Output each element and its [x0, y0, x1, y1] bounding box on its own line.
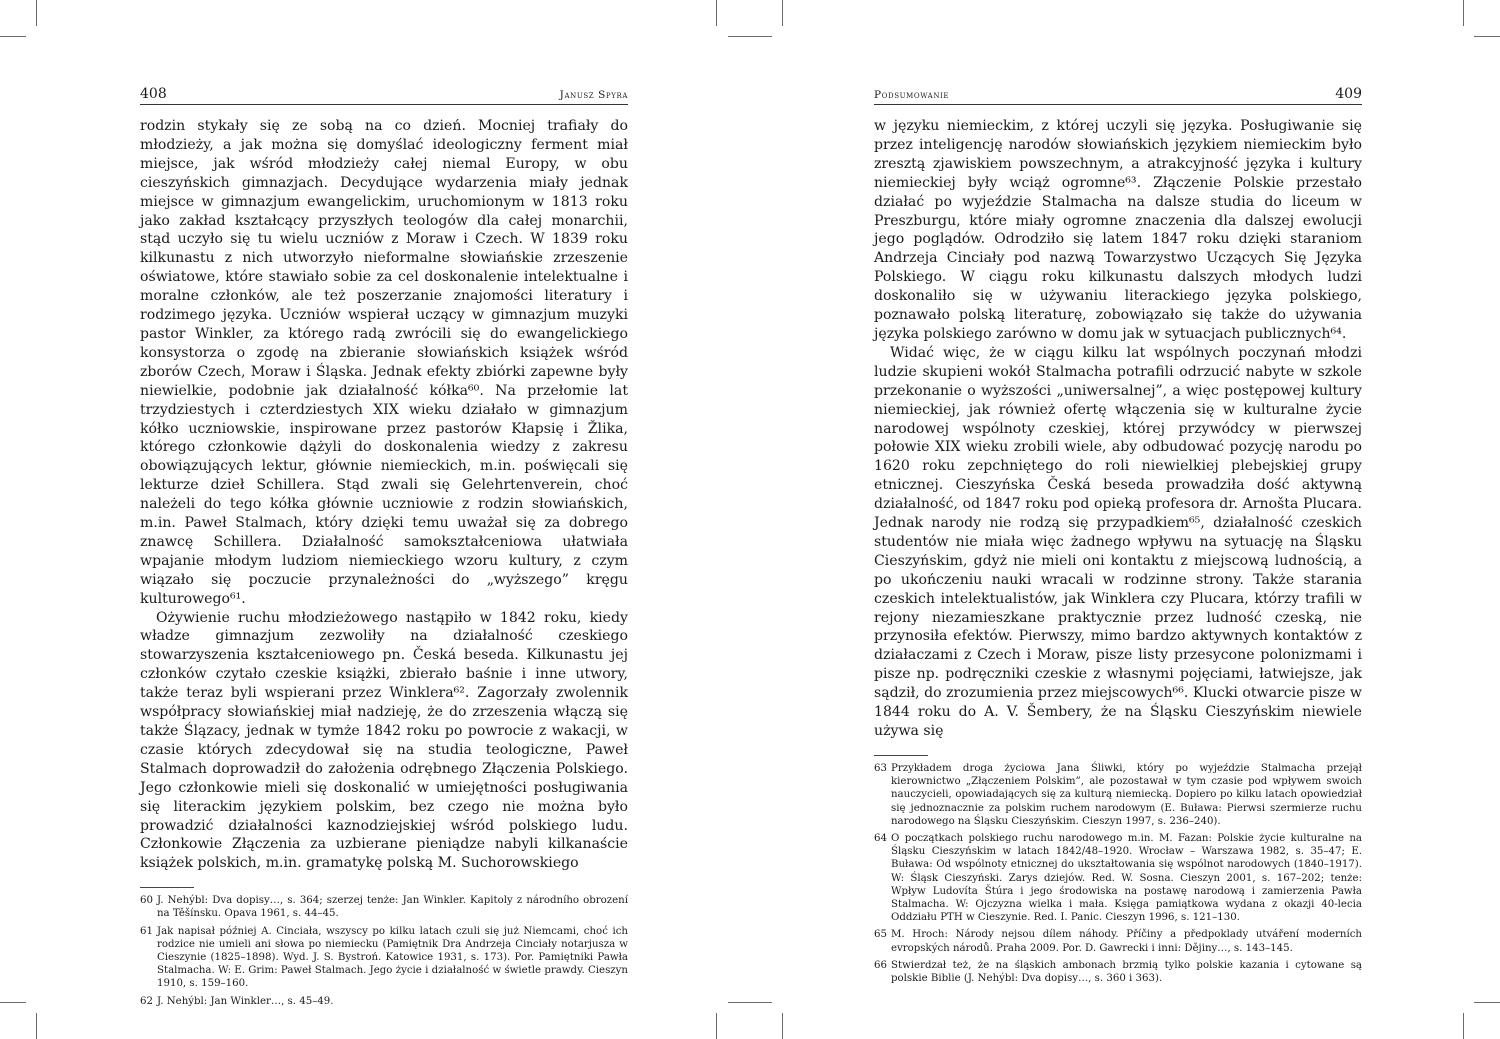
crop-mark: [728, 36, 772, 37]
crop-mark: [1474, 1002, 1500, 1003]
footnote-text: J. Nehýbl: Jan Winkler…, s. 45–49.: [157, 995, 334, 1007]
crop-mark: [716, 1013, 717, 1039]
footnote-rule: [874, 755, 928, 756]
footnote: [140, 995, 628, 1008]
footnote: [874, 959, 1362, 985]
footnote: [140, 925, 628, 991]
footnote-rule: [140, 887, 194, 888]
crop-mark: [1463, 1013, 1464, 1039]
footnote-number: 62: [140, 995, 153, 1007]
footnote-number: 65: [874, 929, 887, 941]
crop-mark: [782, 0, 783, 26]
page-number: 409: [1335, 86, 1362, 102]
footnotes: [874, 762, 1362, 985]
crop-mark: [716, 0, 717, 26]
footnote-text: M. Hroch: Národy nejsou dílem náhody. Příčiny a předpoklady utváření moderních evropských národů. Praha 2009. Por. D. Gawrecki i inni: Dějiny…, s. 143–145.: [891, 929, 1362, 954]
running-head: Janusz Spyra: [559, 89, 628, 101]
crop-mark: [782, 1013, 783, 1039]
paragraph: Widać więc, że w ciągu kilku lat wspólnych poczynań młodzi ludzie skupieni wokół Stalmacha potrafili odrzucić nabyte w szkole przekonanie o wyższości „uniwersalnej”, a więc postępowej kultury niemieckiej, jak również ofertę włączenia się w kulturalne życie narodowej wspólnoty czeskiej, której przywódcy w pierwszej połowie XIX wieku zrobili wiele, aby odbudować pozycję narodu po 1620 roku zepchniętego do roli niewielkiej plebejskiej grupy etnicznej. Cieszyńska Česká beseda prowadziła dość aktywną działalność, od 1847 roku pod opieką profesora dr. Arnošta Plucara. Jednak narody nie rodzą się przypadkiem⁶⁵, działalność czeskich studentów nie miała więc żadnego wpływu na sytuację na Śląsku Cieszyńskim, gdyż nie mieli oni kontaktu z miejscową ludnością, a po ukończeniu nauki wracali w rodzinne strony. Także starania czeskich intelektualistów, jak Winklera czy Plucara, którzy trafili w rejony niezamieszkane praktycznie przez ludność czeską, nie przynosiła efektów. Pierwszy, mimo bardzo aktywnych kontaktów z działaczami z Czech i Moraw, pisze listy przesycone polonizmami i pisze np. podręczniki czeskie z własnymi pojęciami, łatwiejsze, jak sądził, do zrozumienia przez miejscowych⁶⁶. Klucki otwarcie pisze w 1844 roku do A. V. Šembery, że na Śląsku Cieszyńskim niewiele używa się: [874, 344, 1362, 739]
footnote-text: O początkach polskiego ruchu narodowego m.in. M. Fazan: Polskie życie kulturalne na Śląsku Cieszyńskim w latach 1842/48–1920. Wrocław – Warszawa 1982, s. 35–47; E. Buława: Od wspólnoty etnicznej do ukształtowania się wspólnot narodowych (1840–1917). W: Śląsk Cieszyński. Zarys dziejów. Red. W. Sosna. Cieszyn 2001, s. 167–202; tenże: Wpływ Ludovíta Štúra i jego środowiska na postawę narodową i zamierzenia Pawła Stalmacha. W: Ojczyzna wielka i mała. Księga pamiątkowa wydana z okazji 40-lecia Oddziału PTH w Cieszynie. Red. I. Panic. Cieszyn 1996, s. 121–130.: [891, 832, 1362, 924]
footnote-number: 63: [874, 762, 887, 774]
crop-mark: [36, 0, 37, 26]
footnote: [140, 894, 628, 920]
footnote-number: 64: [874, 832, 887, 844]
page-header: [874, 80, 1362, 105]
running-head: Podsumowanie: [874, 89, 950, 101]
paragraph: w języku niemieckim, z której uczyli się języka. Posługiwanie się przez inteligencję narodów słowiańskich językiem niemieckim było zresztą zjawiskiem powszechnym, a atrakcyjność języka i kultury niemieckiej były wciąż ogromne⁶³. Złączenie Polskie przestało działać po wyjeździe Stalmacha na dalsze studia do liceum w Preszburgu, które miały ogromne znaczenia dla dalszej ewolucji jego poglądów. Odrodziło się latem 1847 roku dzięki staraniom Andrzeja Cinciały pod nazwą Towarzystwo Uczących Się Języka Polskiego. W ciągu roku kilkunastu dalszych młodych ludzi doskonaliło się w używaniu literackiego języka polskiego, poznawało polską literaturę, zobowiązało się także do używania języka polskiego zarówno w domu jak w sytuacjach publicznych⁶⁴.: [874, 118, 1362, 342]
page-number: 408: [140, 86, 167, 102]
footnote-number: 61: [140, 925, 153, 937]
crop-mark: [1463, 0, 1464, 26]
right-page: [874, 80, 1362, 989]
crop-mark: [36, 1013, 37, 1039]
paragraph: Ożywienie ruchu młodzieżowego nastąpiło w 1842 roku, kiedy władze gimnazjum zezwoliły na działalność czeskiego stowarzyszenia kształceniowego pn. Česká beseda. Kilkunastu jej członków czytało czeskie książki, zbierało baśnie i inne utwory, także teraz byli wspierani przez Winklera⁶². Zagorzały zwolennik współpracy słowiańskiej miał nadzieję, że do zrzeszenia włączą się także Ślązacy, jednak w tymże 1842 roku po powrocie z wakacji, w czasie których zdecydował się na studia teologiczne, Paweł Stalmach doprowadził do założenia odrębnego Złączenia Polskiego. Jego członkowie mieli się doskonalić w umiejętności posługiwania się literackim językiem polskim, bez czego nie można było prowadzić działalności kaznodziejskiej wśród polskiego ludu. Członkowie Złączenia za uzbierane pieniądze nabyli kilkanaście książek polskich, m.in. gramatykę polską M. Suchorowskiego: [140, 609, 628, 872]
crop-mark: [728, 1002, 772, 1003]
footnotes: [140, 894, 628, 1008]
footnote-text: J. Nehýbl: Dva dopisy…, s. 364; szerzej tenże: Jan Winkler. Kapitoly z národního obrození na Těšínsku. Opava 1961, s. 44–45.: [157, 895, 628, 920]
crop-mark: [0, 1002, 26, 1003]
footnote-text: Stwierdzał też, że na śląskich ambonach brzmią tylko polskie kazania i cytowane są polskie Biblie (J. Nehýbl: Dva dopisy…, s. 360 i 363).: [891, 959, 1362, 984]
footnote-number: 60: [140, 895, 153, 907]
footnote: [874, 762, 1362, 828]
paragraph: rodzin stykały się ze sobą na co dzień. Mocniej trafiały do młodzieży, a jak można się domyślać ideologiczny ferment miał miejsce, jak wśród młodzieży całej niemal Europy, w obu cieszyńskich gimnazjach. Decydujące wydarzenia miały jednak miejsce w gimnazjum ewangelickim, uruchomionym w 1813 roku jako zakład kształcący przyszłych teologów dla całej monarchii, stąd uczyło się tu wielu uczniów z Moraw i Czech. W 1839 roku kilkunastu z nich utworzyło nieformalne słowiańskie zrzeszenie oświatowe, które stawiało sobie za cel doskonalenie intelektualne i moralne członków, ale też poszerzanie znajomości literatury i rodzimego języka. Uczniów wspierał uczący w gimnazjum muzyki pastor Winkler, za którego radą zwrócili się do ewangelickiego konsystorza o zgodę na zbieranie słowiańskich książek wśród zborów Czech, Moraw i Śląska. Jednak efekty zbiórki zapewne były niewielkie, podobnie jak działalność kółka⁶⁰. Na przełomie lat trzydziestych i czterdziestych XIX wieku działało w gimnazjum kółko uczniowskie, inspirowane przez pastorów Kłapsię i Žlika, którego członkowie dążyli do doskonalenia wiedzy z zakresu obowiązujących lektur, głównie niemieckich, m.in. poświęcali się lekturze dzieł Schillera. Stąd zwali się Gelehrtenverein, choć należeli do tego kółka głównie uczniowie z rodzin słowiańskich, m.in. Paweł Stalmach, który dzięki temu uważał się za dobrego znawcę Schillera. Działalność samokształceniowa ułatwiała wpajanie młodym ludziom niemieckiego wzoru kultury, z czym wiązało się poczucie przynależności do „wyższego” kręgu kulturowego⁶¹.: [140, 118, 628, 607]
footnote-number: 66: [874, 959, 887, 971]
body-text: [874, 117, 1362, 741]
body-text: [140, 117, 628, 873]
footnote: [874, 832, 1362, 924]
footnote-text: Jak napisał później A. Cinciała, wszyscy po kilku latach czuli się już Niemcami, choć ich rodzice nie umieli ani słowa po niemiecku (Pamiętnik Dra Andrzeja Cinciały notarjusza w Cieszynie (1825–1898). Wyd. J. S. Bystroń. Katowice 1931, s. 173). Por. Pamiętniki Pawła Stalmacha. W: E. Grim: Paweł Stalmach. Jego życie i działalność w świetle prawdy. Cieszyn 1910, s. 159–160.: [157, 925, 628, 990]
crop-mark: [1474, 36, 1500, 37]
crop-mark: [0, 36, 26, 37]
left-page: [140, 80, 628, 1012]
page-header: [140, 80, 628, 105]
footnote: [874, 928, 1362, 954]
footnote-text: Przykładem droga życiowa Jana Śliwki, który po wyjeździe Stalmacha przejął kierownictwo „Złączeniem Polskim”, ale pozostawał w tym czasie pod wpływem swoich nauczycieli, opowiadających się za kulturą niemiecką. Dopiero po kilku latach opowiedział się jednoznacznie za polskim ruchem narodowym (E. Buława: Pierwsi szermierze ruchu narodowego na Śląsku Cieszyńskim. Cieszyn 1997, s. 236–240).: [891, 762, 1362, 827]
